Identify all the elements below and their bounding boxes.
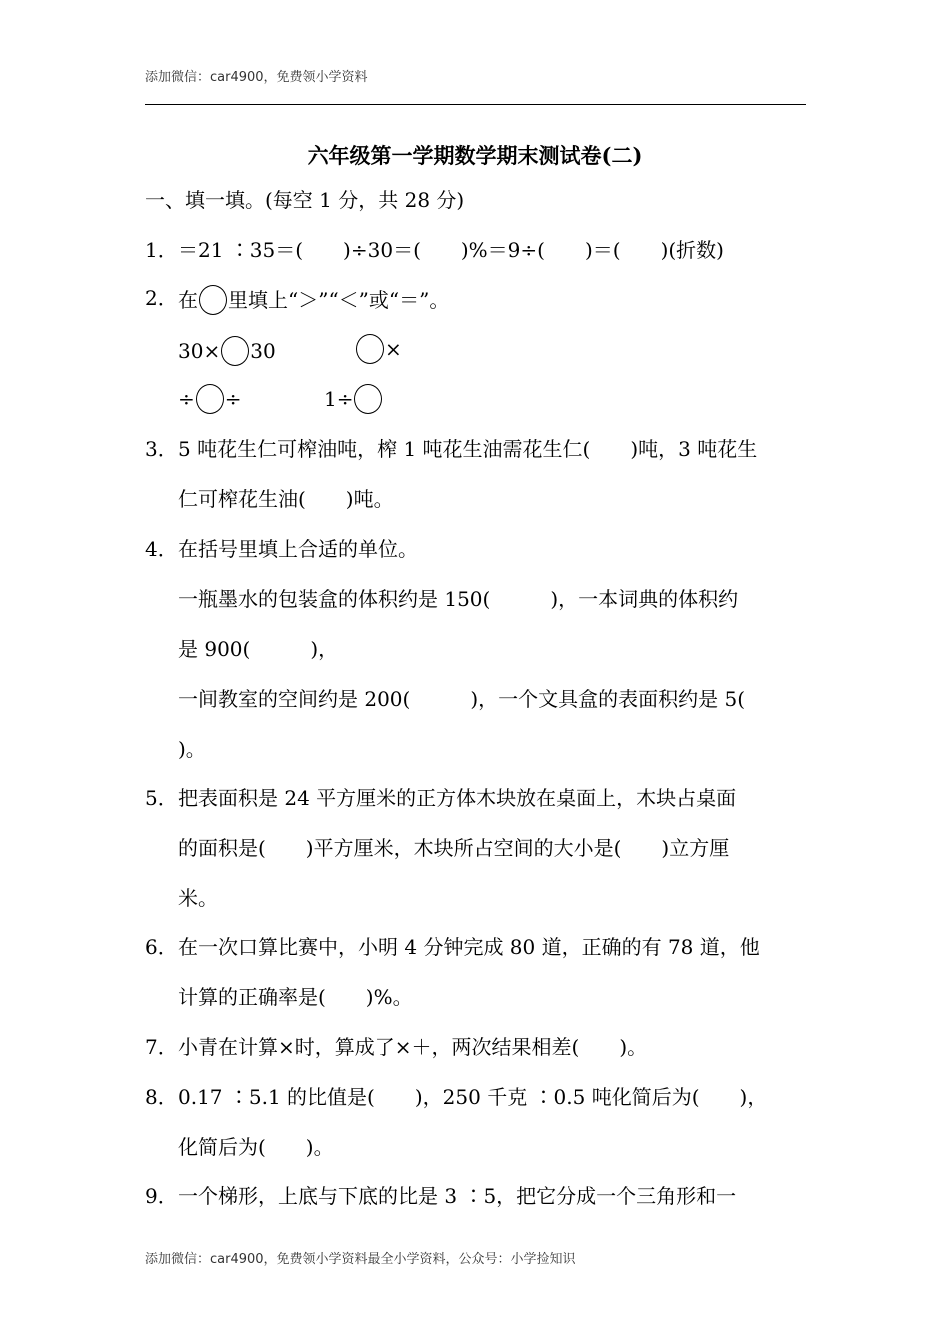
section-heading: 一、填一填。(每空 1 分，共 28 分) — [145, 188, 465, 212]
compare-circle-icon[interactable] — [221, 336, 249, 366]
q3-number: 3． — [145, 437, 178, 461]
header-divider — [145, 104, 806, 105]
q3-line-2: 仁可榨花生油( )吨。 — [178, 487, 394, 511]
q8-number: 8． — [145, 1085, 178, 1109]
q2-before: 在 — [178, 288, 198, 312]
q3-line-1: 5 吨花生仁可榨油吨，榨 1 吨花生油需花生仁( )吨，3 吨花生 — [178, 437, 758, 461]
q2-item-a — [178, 336, 276, 366]
footer-watermark: 添加微信：car4900，免费领小学资料最全小学资料，公众号：小学捡知识 — [145, 1252, 576, 1267]
q9-number: 9． — [145, 1184, 178, 1208]
q1-number: 1． — [145, 238, 178, 262]
q2-d-left: 1÷ — [324, 387, 354, 411]
q8-line-2: 化简后为( )。 — [178, 1135, 334, 1159]
compare-circle-icon[interactable] — [356, 334, 384, 364]
page-title: 六年级第一学期数学期末测试卷(二) — [307, 143, 643, 168]
q2-item-c — [178, 384, 242, 414]
q6-line-2: 计算的正确率是( )%。 — [178, 985, 413, 1009]
q2-item-b — [355, 334, 402, 364]
q2-a-left: 30× — [178, 339, 221, 363]
q6-number: 6． — [145, 935, 178, 959]
q1-text: ＝21 ∶35＝( )÷30＝( )%＝9÷( )＝( )(折数) — [178, 238, 724, 262]
header-watermark: 添加微信：car4900，免费领小学资料 — [145, 70, 368, 85]
q6-line-1: 在一次口算比赛中，小明 4 分钟完成 80 道，正确的有 78 道，他 — [178, 935, 760, 959]
q5-line-2: 的面积是( )平方厘米，木块所占空间的大小是( )立方厘 — [178, 836, 730, 860]
q4-line-1: 在括号里填上合适的单位。 — [178, 537, 418, 561]
q4-number: 4． — [145, 537, 178, 561]
q5-line-1: 把表面积是 24 平方厘米的正方体木块放在桌面上，木块占桌面 — [178, 786, 737, 810]
q2-number: 2． — [145, 286, 178, 310]
q7-number: 7． — [145, 1035, 178, 1059]
q2-c-right: ÷ — [224, 387, 242, 411]
q2-b-right: × — [385, 337, 402, 361]
q5-line-3: 米。 — [178, 886, 218, 910]
q2-a-right: 30 — [250, 339, 276, 363]
q7-line-1: 小青在计算×时，算成了×＋，两次结果相差( )。 — [178, 1035, 648, 1059]
q4-line-2: 一瓶墨水的包装盒的体积约是 150( )，一本词典的体积约 — [178, 587, 739, 611]
q2-after: 里填上“＞”“＜”或“＝”。 — [228, 288, 450, 312]
q4-line-4: 一间教室的空间约是 200( )，一个文具盒的表面积约是 5( — [178, 687, 746, 711]
q2-c-left: ÷ — [178, 387, 195, 411]
q2-instruction — [178, 285, 449, 315]
q9-line-1: 一个梯形，上底与下底的比是 3 ∶5，把它分成一个三角形和一 — [178, 1184, 737, 1208]
q2-item-d — [324, 384, 383, 414]
compare-circle-icon[interactable] — [196, 384, 224, 414]
q4-line-3: 是 900( )， — [178, 637, 339, 661]
q4-line-5: )。 — [178, 737, 206, 761]
compare-circle-icon — [199, 285, 227, 315]
q8-line-1: 0.17 ∶5.1 的比值是( )，250 千克 ∶0.5 吨化简后为( )， — [178, 1085, 768, 1109]
compare-circle-icon[interactable] — [354, 384, 382, 414]
q5-number: 5． — [145, 786, 178, 810]
